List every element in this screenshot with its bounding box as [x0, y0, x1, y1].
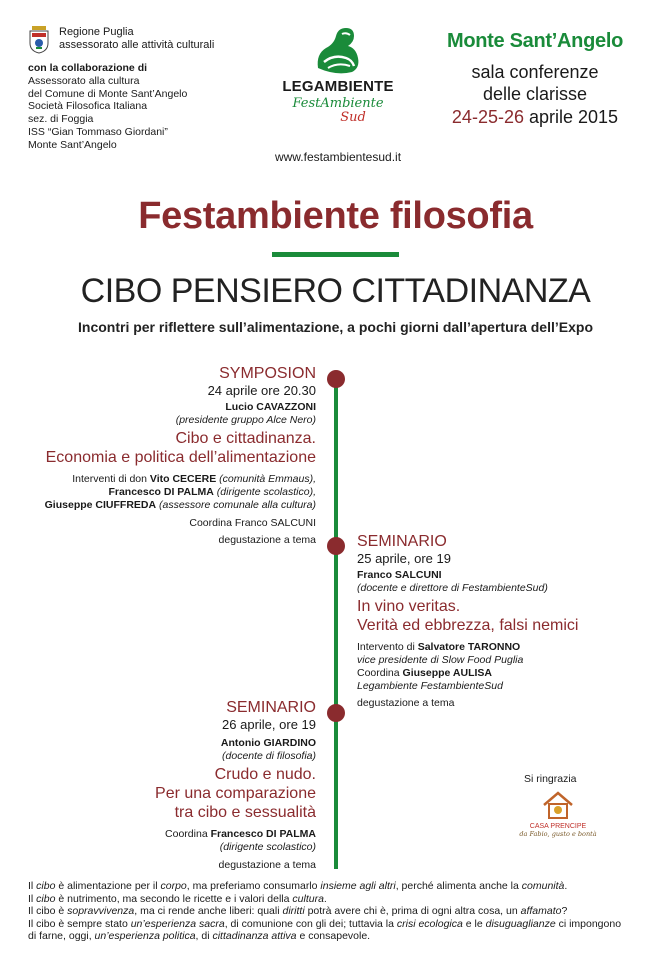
event-speaker: Lucio CAVAZZONI	[225, 401, 316, 413]
page-tagline: Incontri per riflettere sull’alimentazione, a pochi giorni dall’apertura dell’Expo	[78, 319, 593, 335]
thanks-label: Si ringrazia	[524, 773, 577, 785]
footer-fragment: diritti	[282, 905, 305, 918]
footer-fragment: cibo	[36, 880, 56, 892]
event-seminario-25	[357, 532, 647, 710]
footer-fragment: e consapevole.	[296, 930, 371, 943]
venue-line-1: sala conferenze	[471, 62, 599, 82]
event-theme-1: In vino veritas.	[357, 598, 461, 615]
footer-line	[28, 930, 648, 943]
footer-fragment: Il cibo è sempre stato	[28, 917, 131, 930]
intervention-role: (assessore comunale alla cultura)	[159, 499, 316, 511]
title-underline	[272, 252, 399, 257]
regione-puglia-emblem-icon	[28, 26, 50, 54]
event-coordination	[30, 828, 316, 854]
event-kind: SYMPOSION	[219, 365, 316, 382]
footer-text	[28, 880, 648, 943]
footer-fragment: , ma preferiamo consumarlo	[186, 880, 321, 892]
event-symposion	[30, 364, 316, 547]
date-days: 24-25-26	[451, 107, 524, 127]
collab-line: ISS “Gian Tommaso Giordani”	[28, 125, 168, 138]
event-when: 26 aprile, ore 19	[222, 717, 316, 732]
event-interventions	[357, 641, 647, 693]
sponsor-logo	[508, 790, 608, 838]
event-tasting: degustazione a tema	[218, 859, 316, 871]
footer-fragment: cultura	[292, 892, 324, 905]
footer-fragment: potrà avere chi è, prima di ogni altra cosa, un	[304, 905, 521, 918]
footer-fragment: crisi ecologica	[396, 917, 463, 930]
region-text	[59, 26, 214, 52]
sponsor-tagline: da Fabio, gusto e bontà	[519, 830, 597, 838]
footer-fragment: , di	[195, 930, 213, 943]
timeline-dot	[327, 370, 345, 388]
coordinator-prefix: Coordina	[357, 667, 403, 679]
website-link[interactable]: www.festambientesud.it	[274, 150, 402, 164]
event-dates	[410, 105, 660, 129]
collab-line: Assessorato alla cultura	[28, 74, 140, 87]
footer-fragment: .	[564, 880, 568, 892]
footer-fragment: un’esperienza politica	[94, 930, 196, 943]
festambientesud-logo	[268, 97, 408, 125]
footer-fragment: è nutrimento, ma secondo le ricette e i valori della	[55, 892, 293, 905]
event-interventions	[30, 473, 316, 512]
header-right	[410, 30, 660, 129]
date-month-year: aprile 2015	[529, 107, 619, 127]
coordinator-name: Giuseppe AULISA	[402, 667, 492, 679]
footer-fragment: e le	[462, 917, 486, 930]
event-speaker-role: (presidente gruppo Alce Nero)	[175, 414, 316, 426]
event-theme-1: Cibo e cittadinanza.	[175, 430, 316, 447]
event-kind: SEMINARIO	[357, 533, 447, 550]
timeline-dot	[327, 704, 345, 722]
footer-fragment: ?	[561, 905, 568, 918]
event-when: 24 aprile ore 20.30	[207, 383, 316, 398]
intervention-name: Francesco DI PALMA	[108, 486, 214, 498]
house-icon	[508, 790, 608, 825]
region-name: Regione Puglia	[59, 26, 134, 38]
footer-fragment: cittadinanza attiva	[212, 930, 297, 943]
event-speaker-role: (docente e direttore di FestambienteSud)	[357, 582, 548, 594]
event-coordinator: Coordina Franco SALCUNI	[189, 517, 316, 529]
collab-line: Monte Sant’Angelo	[28, 138, 117, 151]
sud-logo-text: Sud	[340, 110, 366, 125]
coordinator-role: Legambiente FestambienteSud	[357, 680, 503, 692]
event-speaker: Antonio GIARDINO	[220, 737, 316, 749]
sponsor-name: CASA PRENCIPE	[529, 823, 587, 830]
event-theme-1: Crudo e nudo.	[214, 766, 316, 783]
intervention-role: (comunità Emmaus),	[219, 473, 316, 485]
footer-fragment: è alimentazione per il	[55, 880, 161, 892]
coordinator-name: Francesco DI PALMA	[210, 828, 316, 840]
event-tasting: degustazione a tema	[357, 697, 455, 709]
footer-fragment: affamato	[520, 905, 562, 918]
footer-fragment: Il	[28, 892, 37, 905]
event-kind: SEMINARIO	[226, 699, 316, 716]
footer-fragment: , ma ci rende anche liberi: quali	[134, 905, 283, 918]
footer-fragment: disuguaglianze	[485, 917, 556, 930]
collab-line: Società Filosofica Italiana	[28, 100, 148, 113]
footer-line	[28, 893, 648, 906]
festambiente-logo-text: FestAmbiente	[292, 96, 384, 111]
collab-line: sez. di Foggia	[28, 113, 94, 126]
intervention-role: vice presidente di Slow Food Puglia	[357, 654, 524, 666]
footer-fragment: corpo	[160, 880, 187, 892]
interventions-prefix: Intervento di	[357, 641, 418, 653]
region-office: assessorato alle attività culturali	[59, 39, 215, 51]
event-when: 25 aprile, ore 19	[357, 551, 451, 566]
coordinator-prefix: Coordina	[165, 828, 211, 840]
footer-line	[28, 880, 648, 893]
town-name: Monte Sant’Angelo	[446, 30, 623, 52]
footer-fragment: cibo	[36, 892, 56, 905]
footer-fragment: sopravvivenza	[67, 905, 135, 918]
event-speaker-role: (docente di filosofia)	[222, 750, 316, 762]
event-tasting: degustazione a tema	[218, 534, 316, 546]
footer-fragment: Il	[28, 880, 37, 892]
collaboration-block	[28, 62, 187, 152]
footer-fragment: ci impongono	[555, 917, 622, 930]
footer-fragment: , di comunione con gli dei; tuttavia la	[224, 917, 397, 930]
footer-line	[28, 918, 648, 931]
footer-fragment: insieme agli altri	[320, 880, 396, 892]
footer-fragment: di farne, oggi,	[28, 930, 95, 943]
page-title: Festambiente filosofia	[138, 195, 533, 237]
intervention-role: (dirigente scolastico),	[216, 486, 316, 498]
intervention-name: Vito CECERE	[149, 473, 217, 485]
footer-line	[28, 905, 648, 918]
intervention-name: Giuseppe CIUFFREDA	[44, 499, 157, 511]
event-speaker: Franco SALCUNI	[357, 569, 442, 581]
footer-fragment: .	[323, 892, 327, 905]
event-theme-2: Per una comparazione	[155, 785, 316, 802]
collab-line: del Comune di Monte Sant’Angelo	[28, 87, 188, 100]
intervention-name: Salvatore TARONNO	[417, 641, 521, 653]
page-subtitle: CIBO PENSIERO CITTADINANZA	[80, 272, 591, 310]
timeline-line	[334, 378, 338, 869]
legambiente-logo-block	[268, 24, 408, 125]
collab-title: con la collaborazione di	[28, 62, 148, 74]
footer-fragment: Il cibo è	[28, 905, 68, 918]
footer-fragment: , perché alimenta anche la	[395, 880, 522, 892]
event-theme-3: tra cibo e sessualità	[174, 804, 316, 821]
footer-fragment: comunità	[521, 880, 565, 892]
interventions-prefix: Interventi di don	[72, 473, 150, 485]
coordinator-role: (dirigente scolastico)	[219, 841, 316, 853]
event-theme-2: Verità ed ebbrezza, falsi nemici	[357, 617, 579, 634]
footer-fragment: un’esperienza sacra	[130, 917, 225, 930]
event-theme-2: Economia e politica dell’alimentazione	[45, 449, 316, 466]
venue-line-2: delle clarisse	[482, 84, 588, 104]
event-seminario-26	[30, 698, 316, 872]
legambiente-swan-icon	[268, 24, 408, 76]
timeline-dot	[327, 537, 345, 555]
legambiente-name: LEGAMBIENTE	[282, 78, 394, 95]
